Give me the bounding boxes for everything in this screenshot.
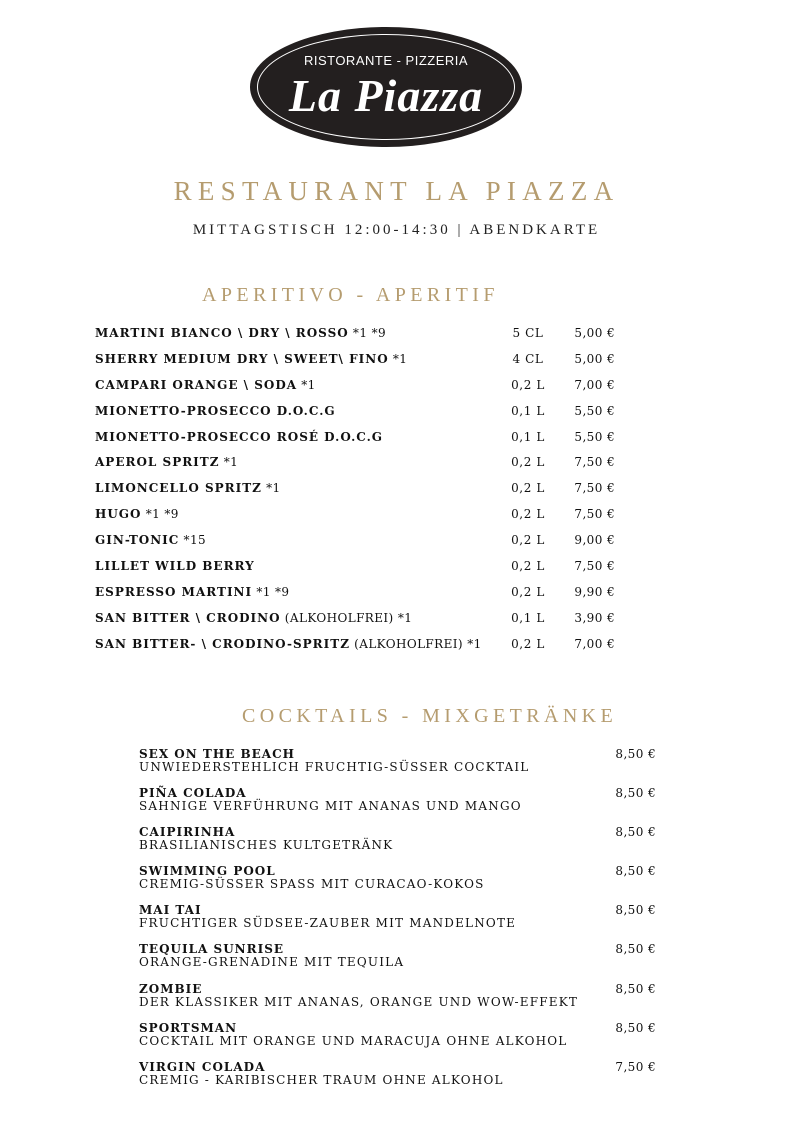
cocktail-description: FRUCHTIGER SÜDSEE-ZAUBER MIT MANDELNOTE <box>139 916 517 931</box>
list-item <box>95 634 625 660</box>
item-volume: 0,2 L <box>511 481 545 496</box>
list-item <box>95 504 625 530</box>
aperitivo-list <box>95 323 625 660</box>
item-name: MIONETTO-PROSECCO D.O.C.G <box>95 403 336 418</box>
item-name: HUGO <box>95 507 142 522</box>
item-note: *15 <box>179 533 207 548</box>
item-price: 9,90 € <box>574 584 615 599</box>
item-price: 7,00 € <box>574 377 615 392</box>
list-item <box>139 785 659 824</box>
item-volume: 5 CL <box>512 326 544 340</box>
cocktail-description: UNWIEDERSTEHLICH FRUCHTIG-SÜSSER COCKTAIL <box>139 760 530 774</box>
list-item <box>95 427 625 453</box>
list-item <box>139 1020 659 1059</box>
item-price: 7,00 € <box>574 636 615 651</box>
item-volume: 0,2 L <box>511 533 545 548</box>
item-price: 7,50 € <box>574 481 615 496</box>
restaurant-logo <box>250 27 522 147</box>
cocktails-heading: COCKTAILS - MIXGETRÄNKE <box>242 705 618 727</box>
item-volume: 0,2 L <box>511 507 545 522</box>
list-item <box>139 902 659 941</box>
cocktail-name: CAIPIRINHA <box>139 825 236 840</box>
cocktail-name: MAI TAI <box>139 903 202 918</box>
item-price: 5,50 € <box>574 403 615 418</box>
cocktail-description: COCKTAIL MIT ORANGE UND MARACUJA OHNE ALKOHOL <box>139 1033 568 1048</box>
cocktail-price: 7,50 € <box>615 1059 656 1074</box>
list-item <box>95 401 625 427</box>
item-volume: 0,1 L <box>511 403 545 418</box>
item-volume: 0,1 L <box>511 610 545 625</box>
list-item <box>95 323 625 349</box>
item-price: 3,90 € <box>574 610 615 625</box>
item-price: 5,50 € <box>574 429 615 444</box>
cocktail-description: CREMIG - KARIBISCHER TRAUM OHNE ALKOHOL <box>139 1072 504 1087</box>
cocktail-price: 8,50 € <box>615 825 656 840</box>
aperitivo-heading: APERITIVO - APERITIF <box>202 284 499 306</box>
item-price: 5,00 € <box>574 326 615 340</box>
list-item <box>95 530 625 556</box>
item-note: *1 <box>388 351 408 366</box>
item-note: *1 <box>219 455 239 470</box>
item-note: (ALKOHOLFREI) *1 <box>280 610 413 625</box>
item-volume: 0,2 L <box>511 584 545 599</box>
list-item <box>95 375 625 401</box>
cocktail-description: BRASILIANISCHES KULTGETRÄNK <box>139 838 394 853</box>
list-item <box>139 824 659 863</box>
item-volume: 0,2 L <box>511 455 545 470</box>
item-name: GIN-TONIC <box>95 533 180 548</box>
cocktail-description: SAHNIGE VERFÜHRUNG MIT ANANAS UND MANGO <box>139 799 522 814</box>
cocktail-description: DER KLASSIKER MIT ANANAS, ORANGE UND WOW-EFFEKT <box>139 994 579 1009</box>
list-item <box>139 1059 659 1098</box>
list-item <box>139 863 659 902</box>
list-item <box>139 746 659 785</box>
item-name: CAMPARI ORANGE \ SODA <box>95 377 298 392</box>
list-item <box>95 349 625 375</box>
page-subtitle: MITTAGSTISCH 12:00-14:30 | ABENDKARTE <box>192 222 601 238</box>
item-volume: 0,2 L <box>511 559 545 574</box>
list-item <box>95 452 625 478</box>
item-price: 7,50 € <box>574 455 615 470</box>
cocktail-name: ZOMBIE <box>139 981 203 996</box>
item-name: SAN BITTER- \ CRODINO-SPRITZ <box>95 636 350 651</box>
item-volume: 0,2 L <box>511 636 545 651</box>
cocktail-description: CREMIG-SÜSSER SPASS MIT CURACAO-KOKOS <box>139 877 485 892</box>
cocktail-description: ORANGE-GRENADINE MIT TEQUILA <box>139 955 405 970</box>
cocktail-price: 8,50 € <box>615 981 656 996</box>
item-name: MARTINI BIANCO \ DRY \ ROSSO <box>95 326 349 340</box>
item-note: *1 *9 <box>348 326 387 340</box>
list-item <box>139 981 659 1020</box>
list-item <box>95 608 625 634</box>
item-price: 9,00 € <box>574 533 615 548</box>
list-item <box>95 582 625 608</box>
item-name: ESPRESSO MARTINI <box>95 584 253 599</box>
cocktail-price: 8,50 € <box>615 747 656 761</box>
cocktail-price: 8,50 € <box>615 1020 656 1035</box>
item-name: LIMONCELLO SPRITZ <box>95 481 262 496</box>
logo-subtitle: RISTORANTE - PIZZERIA <box>303 53 469 68</box>
cocktails-list <box>139 746 659 1098</box>
list-item <box>95 478 625 504</box>
item-name: SHERRY MEDIUM DRY \ SWEET\ FINO <box>95 351 389 366</box>
item-volume: 4 CL <box>512 351 544 366</box>
item-name: SAN BITTER \ CRODINO <box>95 610 281 625</box>
item-name: APEROL SPRITZ <box>95 455 220 470</box>
item-note: (ALKOHOLFREI) *1 <box>349 636 482 651</box>
logo-name: La Piazza <box>288 70 484 121</box>
cocktail-name: TEQUILA SUNRISE <box>139 942 285 957</box>
cocktail-price: 8,50 € <box>615 786 656 801</box>
cocktail-name: SWIMMING POOL <box>139 864 276 879</box>
cocktail-name: SPORTSMAN <box>139 1020 238 1035</box>
item-note: *1 *9 <box>141 507 179 522</box>
cocktail-name: VIRGIN COLADA <box>139 1059 266 1074</box>
item-name: MIONETTO-PROSECCO ROSÉ D.O.C.G <box>95 429 384 444</box>
item-name: LILLET WILD BERRY <box>95 559 255 574</box>
item-volume: 0,2 L <box>511 377 545 392</box>
page-title: RESTAURANT LA PIAZZA <box>173 176 620 206</box>
cocktail-price: 8,50 € <box>615 942 656 957</box>
cocktail-name: SEX ON THE BEACH <box>139 747 295 761</box>
item-price: 7,50 € <box>574 507 615 522</box>
item-note: *1 <box>261 481 281 496</box>
list-item <box>95 556 625 582</box>
item-price: 7,50 € <box>574 559 615 574</box>
cocktail-price: 8,50 € <box>615 903 656 918</box>
item-volume: 0,1 L <box>511 429 545 444</box>
cocktail-price: 8,50 € <box>615 864 656 879</box>
item-price: 5,00 € <box>574 351 615 366</box>
cocktail-name: PIÑA COLADA <box>139 786 247 801</box>
item-note: *1 <box>297 377 316 392</box>
item-note: *1 *9 <box>252 584 290 599</box>
list-item <box>139 941 659 980</box>
